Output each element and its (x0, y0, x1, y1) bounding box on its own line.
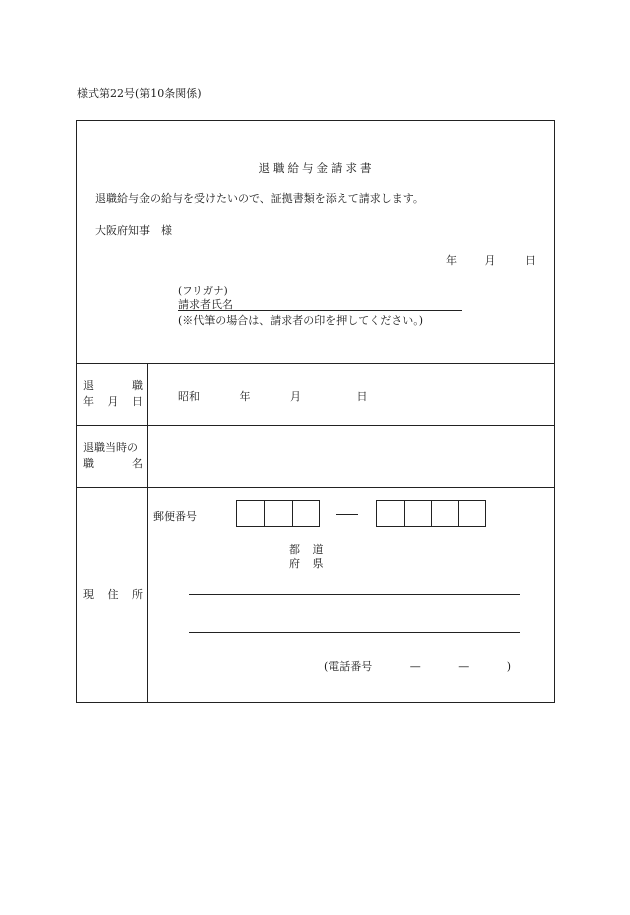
postal-code-suffix[interactable] (376, 500, 486, 527)
claim-form-frame (76, 120, 555, 703)
proxy-note: (※代筆の場合は、請求者の印を押してください。) (178, 314, 424, 327)
postal-code-label: 郵便番号 (153, 510, 197, 523)
postal-separator (336, 514, 358, 515)
request-statement: 退職給与金の給与を受けたいので、証拠書類を添えて請求します。 (95, 192, 424, 205)
retire-month: 月 (290, 390, 301, 403)
claimant-name-field[interactable] (178, 310, 462, 311)
phone-close: ) (506, 660, 512, 673)
retirement-date-field[interactable] (178, 388, 368, 404)
divider-2 (77, 425, 554, 426)
claimant-name-label: 請求者氏名 (178, 298, 233, 311)
address-line-2[interactable] (189, 632, 520, 633)
retire-day: 日 (356, 390, 368, 403)
addressee: 大阪府知事 様 (95, 224, 172, 237)
address-line-1[interactable] (189, 594, 520, 595)
furigana-label: (フリガナ) (178, 285, 228, 297)
address-label: 現 住 所 (83, 588, 143, 601)
era-label: 昭和 (178, 390, 200, 403)
date-year: 年 (446, 254, 457, 267)
form-reference: 様式第22号(第10条関係) (77, 87, 202, 100)
phone-number-field[interactable] (324, 658, 511, 674)
phone-label: (電話番号 (324, 660, 373, 673)
form-title: 退職給与金請求書 (258, 161, 375, 175)
position-field[interactable] (149, 427, 552, 485)
date-month: 月 (484, 254, 496, 267)
phone-dash-2: — (458, 660, 470, 673)
divider-3 (77, 487, 554, 488)
divider-1 (77, 363, 554, 364)
retirement-date-label: 退 職 年 月 日 (83, 379, 143, 408)
date-day: 日 (525, 254, 536, 267)
retire-year: 年 (239, 390, 251, 403)
prefecture-suffix: 都 道 府 県 (289, 543, 324, 570)
position-label: 退職当時の 職 名 (83, 441, 143, 470)
submission-date (424, 252, 536, 268)
postal-code-prefix[interactable] (236, 500, 320, 527)
column-divider (147, 363, 148, 702)
phone-dash-1: — (409, 660, 421, 673)
